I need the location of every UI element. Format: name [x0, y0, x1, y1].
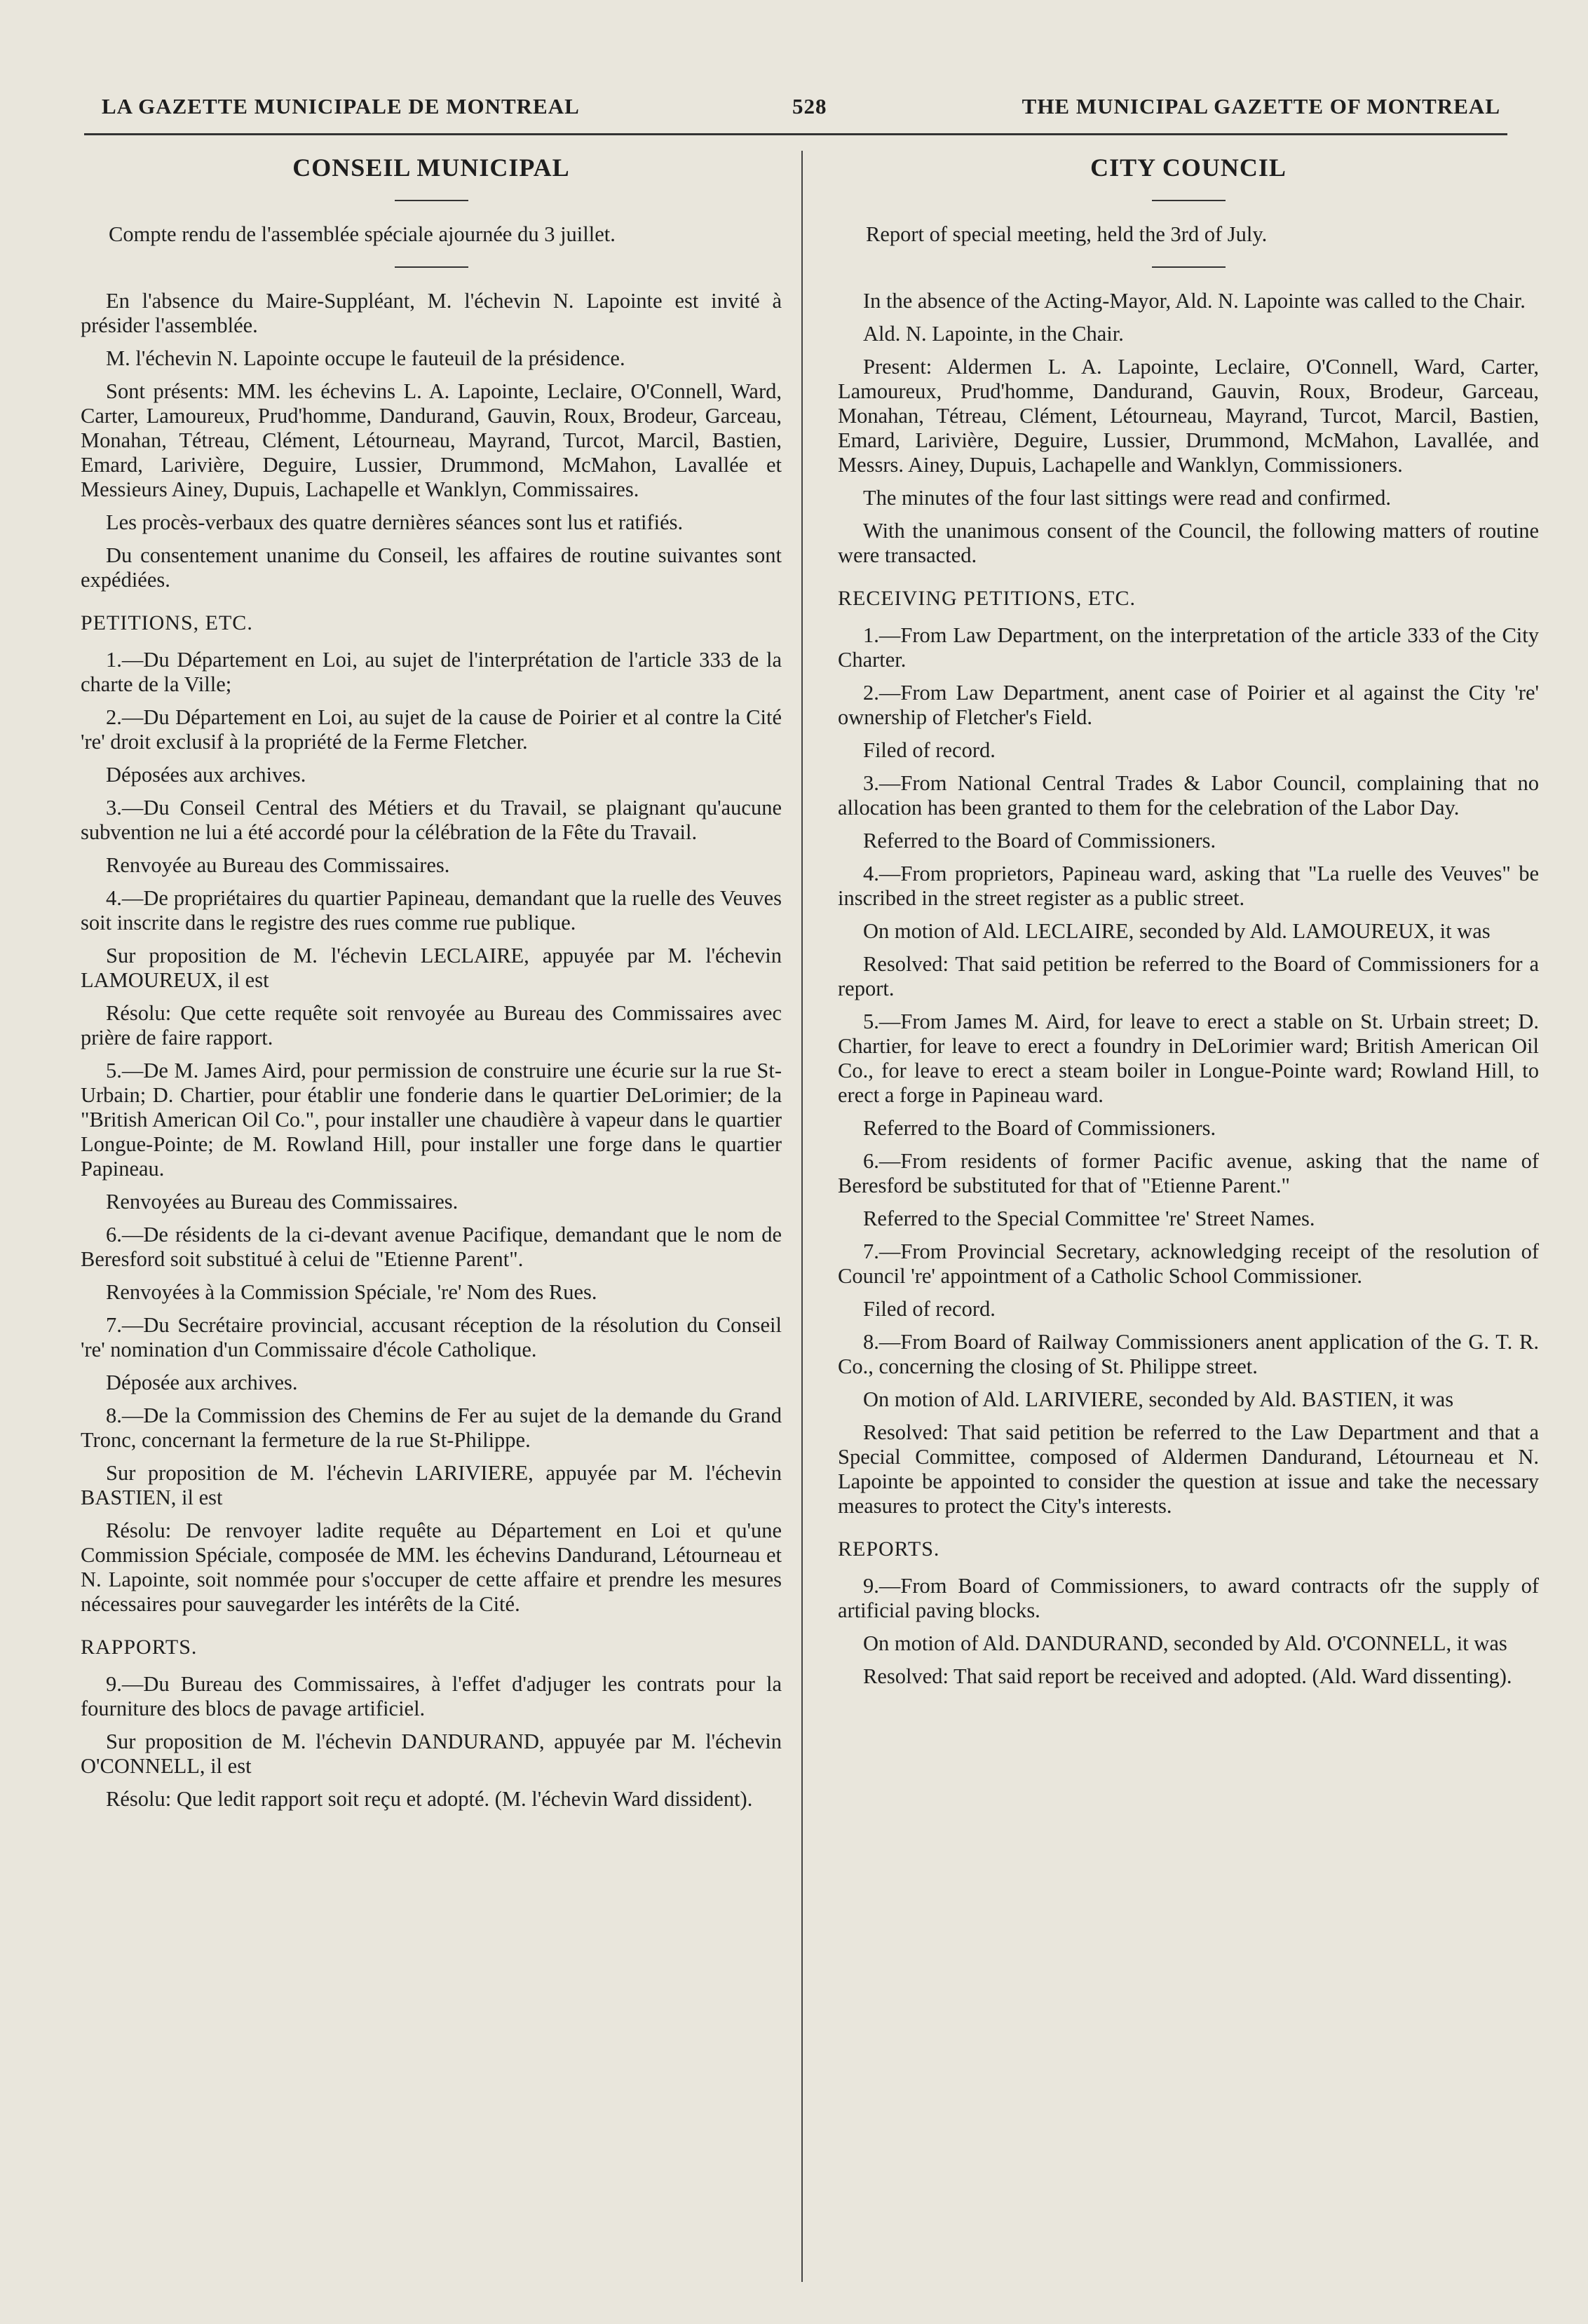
paragraph: Resolved: That said petition be referred to the Law Department and that a Special Committee, composed of Aldermen Dandurand, Létourneau et N. Lapointe be appointed to consider the question at issue and take the necessary measures to protect the City's interests.: [838, 1420, 1539, 1518]
paragraph: Résolu: Que ledit rapport soit reçu et adopté. (M. l'échevin Ward dissident).: [106, 1787, 753, 1811]
paragraph: The minutes of the four last sittings were read and confirmed.: [863, 486, 1391, 510]
paragraph: 3.—From National Central Trades & Labor Council, complaining that no allocation has been granted to them for the celebration of the Labor Day.: [838, 771, 1539, 820]
french-reports-heading: RAPPORTS.: [81, 1636, 198, 1659]
paragraph: Sur proposition de M. l'échevin LECLAIRE, appuyée par M. l'échevin LAMOUREUX, il est: [81, 944, 782, 992]
page-number: 528: [792, 94, 827, 118]
paragraph: Referred to the Special Committee 're' Street Names.: [863, 1207, 1315, 1230]
paragraph: 1.—Du Département en Loi, au sujet de l'interprétation de l'article 333 de la charte de la Ville;: [81, 648, 782, 696]
paragraph: Renvoyée au Bureau des Commissaires.: [106, 853, 450, 877]
paragraph: On motion of Ald. LARIVIERE, seconded by Ald. BASTIEN, it was: [863, 1387, 1454, 1411]
paragraph: On motion of Ald. LECLAIRE, seconded by Ald. LAMOUREUX, it was: [863, 919, 1491, 943]
subtitle-rule: [395, 266, 468, 268]
english-title: CITY COUNCIL: [1090, 154, 1287, 182]
paragraph: 9.—From Board of Commissioners, to award contracts ofr the supply of artificial paving blocks.: [838, 1574, 1539, 1622]
paragraph: Ald. N. Lapointe, in the Chair.: [863, 322, 1124, 346]
paragraph: Du consentement unanime du Conseil, les affaires de routine suivantes sont expédiées.: [81, 543, 782, 592]
english-subtitle: Report of special meeting, held the 3rd of July.: [866, 222, 1268, 246]
english-petitions: [838, 623, 1539, 1518]
paragraph: With the unanimous consent of the Council, the following matters of routine were transacted.: [838, 519, 1539, 567]
english-reports: [838, 1574, 1539, 1689]
paragraph: Déposées aux archives.: [106, 763, 306, 787]
paragraph: Les procès-verbaux des quatre dernières séances sont lus et ratifiés.: [106, 510, 684, 534]
paragraph: 4.—From proprietors, Papineau ward, asking that "La ruelle des Veuves" be inscribed in the street register as a public street.: [838, 862, 1539, 910]
paragraph: 3.—Du Conseil Central des Métiers et du Travail, se plaignant qu'aucune subvention ne lui a été accordé pour la célébration de la Fête du Travail.: [81, 796, 782, 844]
english-petitions-heading: RECEIVING PETITIONS, ETC.: [838, 587, 1136, 610]
french-petitions-heading: PETITIONS, ETC.: [81, 611, 253, 634]
paragraph: Resolved: That said report be received and adopted. (Ald. Ward dissenting).: [863, 1664, 1512, 1688]
title-rule: [395, 200, 468, 201]
paragraph: 7.—Du Secrétaire provincial, accusant réception de la résolution du Conseil 're' nomination d'un Commissaire d'école Catholique.: [81, 1313, 782, 1361]
paragraph: Referred to the Board of Commissioners.: [863, 1116, 1216, 1140]
paragraph: Referred to the Board of Commissioners.: [863, 829, 1216, 852]
subtitle-rule: [1152, 266, 1226, 268]
title-rule: [1152, 200, 1226, 201]
french-reports: [81, 1672, 782, 1812]
paragraph: 8.—De la Commission des Chemins de Fer au sujet de la demande du Grand Tronc, concernant la fermeture de la rue St-Philippe.: [81, 1404, 782, 1452]
paragraph: En l'absence du Maire-Suppléant, M. l'échevin N. Lapointe est invité à présider l'assemblée.: [81, 289, 782, 337]
paragraph: 5.—De M. James Aird, pour permission de construire une écurie sur la rue St-Urbain; D. Chartier, pour établir une fonderie dans le quartier DeLorimier; de la "British American Oil Co.", pour installer une chaudière à vapeur dans le quartier Longue-Pointe; de M. Rowland Hill, pour installer une forge dans le quartier Papineau.: [81, 1059, 782, 1181]
running-header: [84, 90, 1500, 125]
english-column: [838, 156, 1539, 1697]
paragraph: 6.—De résidents de la ci-devant avenue Pacifique, demandant que le nom de Beresford soit substitué à celui de "Etienne Parent".: [81, 1223, 782, 1271]
english-intro: [838, 289, 1539, 568]
paragraph: 9.—Du Bureau des Commissaires, à l'effet d'adjuger les contrats pour la fourniture des blocs de pavage artificiel.: [81, 1672, 782, 1720]
paragraph: Déposée aux archives.: [106, 1371, 298, 1394]
paragraph: 1.—From Law Department, on the interpretation of the article 333 of the City Charter.: [838, 623, 1539, 672]
paragraph: M. l'échevin N. Lapointe occupe le fauteuil de la présidence.: [106, 346, 625, 370]
header-rule: [84, 133, 1507, 135]
paragraph: 7.—From Provincial Secretary, acknowledging receipt of the resolution of Council 're' appointment of a Catholic School Commissioner.: [838, 1239, 1539, 1288]
french-title: CONSEIL MUNICIPAL: [292, 154, 570, 182]
french-subtitle: Compte rendu de l'assemblée spéciale ajournée du 3 juillet.: [109, 222, 616, 246]
paragraph: Sont présents: MM. les échevins L. A. Lapointe, Leclaire, O'Connell, Ward, Carter, Lamoureux, Prud'homme, Dandurand, Gauvin, Roux, Brodeur, Garceau, Monahan, Tétreau, Clément, Létourneau, Mayrand, Turcot, Marcil, Bastien, Emard, Larivière, Deguire, Lussier, Drummond, McMahon, Lavallée et Messieurs Ainey, Dupuis, Lachapelle et Wanklyn, Commissaires.: [81, 379, 782, 501]
paragraph: Resolved: That said petition be referred to the Board of Commissioners for a report.: [838, 952, 1539, 1000]
paragraph: Sur proposition de M. l'échevin LARIVIERE, appuyée par M. l'échevin BASTIEN, il est: [81, 1461, 782, 1509]
paragraph: Résolu: Que cette requête soit renvoyée au Bureau des Commissaires avec prière de faire rapport.: [81, 1001, 782, 1049]
paragraph: On motion of Ald. DANDURAND, seconded by Ald. O'CONNELL, it was: [863, 1631, 1507, 1655]
french-intro: [81, 289, 782, 592]
paragraph: 2.—Du Département en Loi, au sujet de la cause de Poirier et al contre la Cité 're' droit exclusif à la propriété de la Ferme Fletcher.: [81, 705, 782, 754]
paragraph: Filed of record.: [863, 1297, 996, 1321]
paragraph: 6.—From residents of former Pacific avenue, asking that the name of Beresford be substituted for that of "Etienne Parent.": [838, 1149, 1539, 1197]
column-divider: [801, 151, 803, 2282]
paragraph: Renvoyées au Bureau des Commissaires.: [106, 1190, 459, 1214]
paragraph: Present: Aldermen L. A. Lapointe, Leclaire, O'Connell, Ward, Carter, Lamoureux, Prud'homme, Dandurand, Gauvin, Roux, Brodeur, Garceau, Monahan, Tétreau, Clément, Létourneau, Mayrand, Turcot, Marcil, Bastien, Emard, Larivière, Deguire, Lussier, Drummond, McMahon, Lavallée, and Messrs. Ainey, Dupuis, Lachapelle and Wanklyn, Commissioners.: [838, 355, 1539, 477]
paragraph: 8.—From Board of Railway Commissioners anent application of the G. T. R. Co., concerning the closing of St. Philippe street.: [838, 1330, 1539, 1378]
paragraph: Renvoyées à la Commission Spéciale, 're' Nom des Rues.: [106, 1280, 597, 1304]
english-reports-heading: REPORTS.: [838, 1537, 940, 1561]
paragraph: 4.—De propriétaires du quartier Papineau, demandant que la ruelle des Veuves soit inscrite dans le registre des rues comme rue publique.: [81, 886, 782, 935]
paragraph: 2.—From Law Department, anent case of Poirier et al against the City 're' ownership of Fletcher's Field.: [838, 681, 1539, 729]
paragraph: 5.—From James M. Aird, for leave to erect a stable on St. Urbain street; D. Chartier, for leave to erect a foundry in DeLorimier ward; British American Oil Co., for leave to erect a steam boiler in Longue-Pointe ward; Rowland Hill, to erect a forge in Papineau ward.: [838, 1010, 1539, 1107]
paragraph: Filed of record.: [863, 738, 996, 762]
paragraph: In the absence of the Acting-Mayor, Ald. N. Lapointe was called to the Chair.: [863, 289, 1526, 313]
french-column: [81, 156, 782, 1820]
french-petitions: [81, 648, 782, 1617]
paragraph: Sur proposition de M. l'échevin DANDURAND, appuyée par M. l'échevin O'CONNELL, il est: [81, 1730, 782, 1778]
paragraph: Résolu: De renvoyer ladite requête au Département en Loi et qu'une Commission Spéciale, composée de MM. les échevins Dandurand, Létourneau et N. Lapointe, soit nommée pour s'occuper de cette affaire et prendre les mesures nécessaires pour sauvegarder les intérêts de la Cité.: [81, 1518, 782, 1616]
header-english-title: THE MUNICIPAL GAZETTE OF MONTREAL: [1022, 94, 1500, 118]
header-french-title: LA GAZETTE MUNICIPALE DE MONTREAL: [102, 94, 580, 118]
